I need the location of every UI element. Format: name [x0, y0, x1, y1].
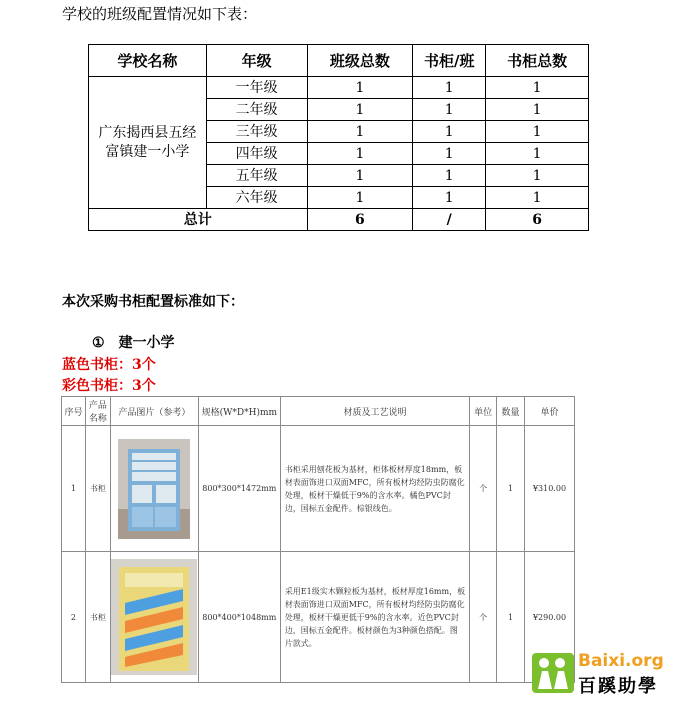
- baixi-watermark: [532, 653, 672, 697]
- header-desc: 材质及工艺说明: [280, 397, 469, 426]
- header-per-class: 书柜/班: [413, 45, 486, 77]
- product-row: [62, 426, 575, 552]
- product-no: 2: [62, 552, 86, 683]
- product-image-cell: [110, 426, 198, 552]
- subsection-number: ①: [92, 335, 105, 351]
- product-desc: 采用E1级实木颗粒板为基材，板材厚度16mm，板材表面饰进口双面MFC，所有板材均经防虫防腐化处理，板材干燥更低于9%的含水率。近色PVC封边，国标五金配件。板材颜色为3种颜色搭配。图片款式。: [280, 552, 469, 683]
- product-table: [61, 396, 575, 683]
- header-qty: 数量: [497, 397, 525, 426]
- grade-cell: 五年级: [206, 165, 307, 187]
- totals-total: 6: [486, 209, 589, 231]
- totals-row: [89, 209, 589, 231]
- purchase-heading: 本次采购书柜配置标准如下：: [62, 294, 244, 310]
- totals-per-class: /: [413, 209, 486, 231]
- classes-cell: 1: [307, 121, 413, 143]
- totals-label: 总计: [89, 209, 308, 231]
- subsection-title: [92, 332, 175, 352]
- product-name: 书柜: [85, 552, 110, 683]
- per-class-cell: 1: [413, 143, 486, 165]
- per-class-cell: 1: [413, 121, 486, 143]
- product-qty: 1: [497, 552, 525, 683]
- product-unit: 个: [470, 426, 497, 552]
- header-classes: 班级总数: [307, 45, 413, 77]
- product-price: ¥290.00: [525, 552, 575, 683]
- school-name-cell: 广东揭西县五经富镇建一小学: [89, 77, 207, 209]
- grade-cell: 六年级: [206, 187, 307, 209]
- header-name: 产品名称: [85, 397, 110, 426]
- intro-text: 学校的班级配置情况如下表：: [62, 5, 258, 23]
- product-row: [62, 552, 575, 683]
- product-header-row: [62, 397, 575, 426]
- header-size: 规格(W*D*H)mm: [198, 397, 280, 426]
- header-image: 产品图片（参考）: [110, 397, 198, 426]
- table-header-row: [89, 45, 589, 77]
- header-price: 单价: [525, 397, 575, 426]
- product-name: 书柜: [85, 426, 110, 552]
- classes-cell: 1: [307, 187, 413, 209]
- per-class-cell: 1: [413, 77, 486, 99]
- grade-cell: 一年级: [206, 77, 307, 99]
- total-cell: 1: [486, 165, 589, 187]
- per-class-cell: 1: [413, 165, 486, 187]
- product-unit: 个: [470, 552, 497, 683]
- classes-cell: 1: [307, 143, 413, 165]
- product-qty: 1: [497, 426, 525, 552]
- classes-cell: 1: [307, 77, 413, 99]
- product-no: 1: [62, 426, 86, 552]
- total-cell: 1: [486, 99, 589, 121]
- header-unit: 单位: [470, 397, 497, 426]
- product-desc: 书柜采用刨花板为基材，柜体板材厚度18mm，板材表面饰进口双面MFC，所有板材均经防虫防腐化处理，板材干燥低于9%的含水率。橘色PVC封边，国标五金配件。棕银线色。: [280, 426, 469, 552]
- per-class-cell: 1: [413, 99, 486, 121]
- people-logo-icon: [532, 653, 574, 693]
- header-grade: 年级: [206, 45, 307, 77]
- colorful-bookshelf-image: [111, 559, 197, 675]
- header-school: 学校名称: [89, 45, 207, 77]
- color-bookcase-line: 彩色书柜：3个: [62, 378, 156, 394]
- product-size: 800*300*1472mm: [198, 426, 280, 552]
- product-price: ¥310.00: [525, 426, 575, 552]
- grade-cell: 四年级: [206, 143, 307, 165]
- totals-classes: 6: [307, 209, 413, 231]
- grade-cell: 三年级: [206, 121, 307, 143]
- classes-cell: 1: [307, 165, 413, 187]
- product-size: 800*400*1048mm: [198, 552, 280, 683]
- per-class-cell: 1: [413, 187, 486, 209]
- blue-bookcase-line: 蓝色书柜：3个: [62, 357, 156, 373]
- total-cell: 1: [486, 143, 589, 165]
- blue-bookcase-image: [118, 439, 190, 539]
- watermark-name: 百蹊助學: [578, 676, 658, 697]
- total-cell: 1: [486, 121, 589, 143]
- class-config-table: [88, 44, 589, 231]
- subsection-label: 建一小学: [118, 335, 175, 351]
- total-cell: 1: [486, 187, 589, 209]
- table-row: [89, 77, 589, 99]
- product-image-cell: [110, 552, 198, 683]
- header-no: 序号: [62, 397, 86, 426]
- header-total: 书柜总数: [486, 45, 589, 77]
- watermark-brand: Baixi.org: [578, 651, 664, 671]
- grade-cell: 二年级: [206, 99, 307, 121]
- classes-cell: 1: [307, 99, 413, 121]
- total-cell: 1: [486, 77, 589, 99]
